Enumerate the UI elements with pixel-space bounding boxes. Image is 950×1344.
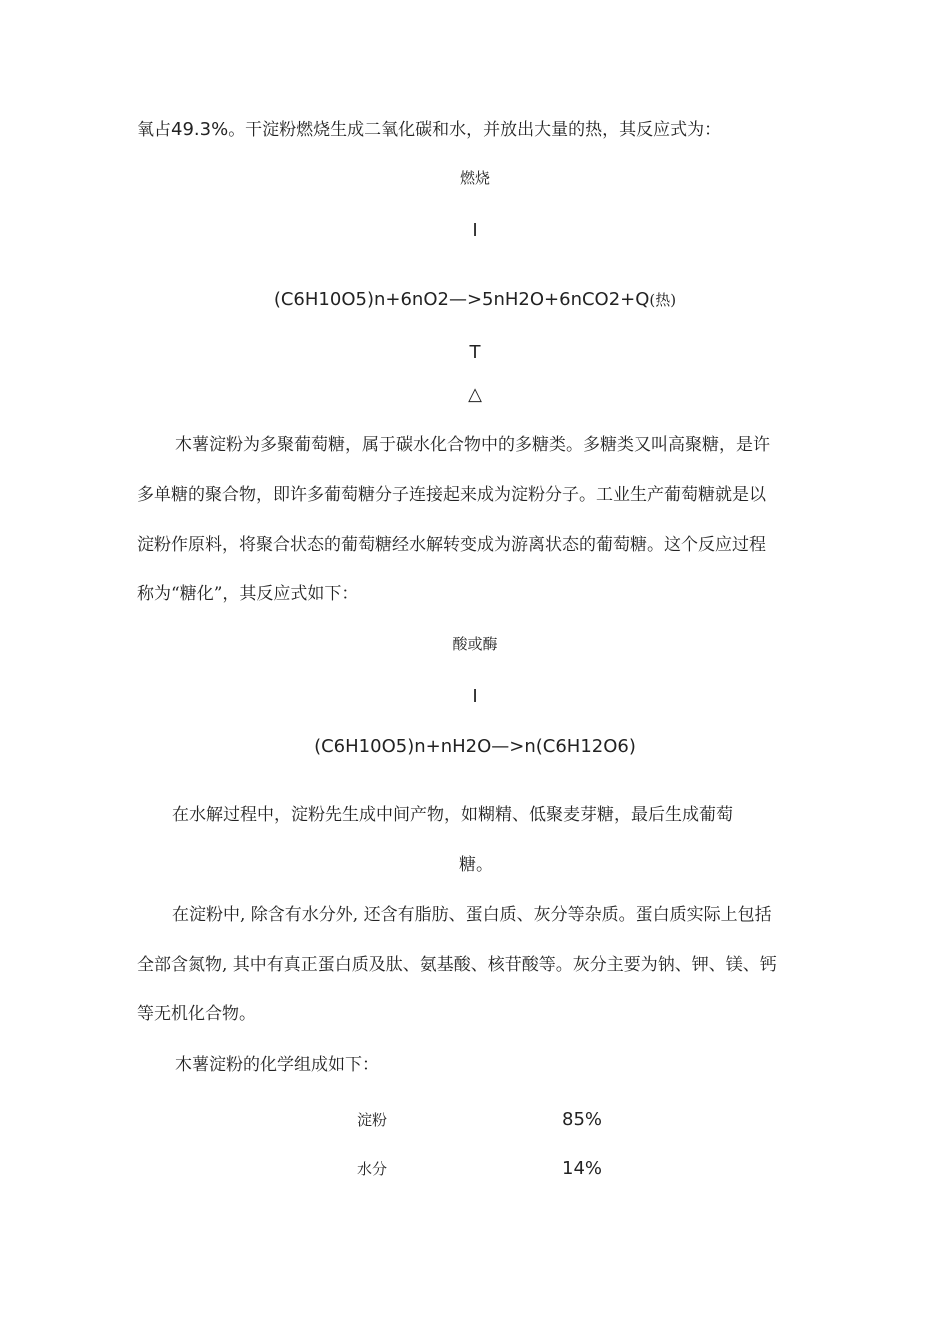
reaction1-equation	[0, 290, 950, 310]
reaction1-marker-bottom: T	[469, 342, 481, 363]
paragraph3-line-1: 在淀粉中, 除含有水分外, 还含有脂肪、蛋白质、灰分等杂质。蛋白质实际上包括	[172, 905, 772, 925]
intro-suffix: 。干淀粉燃烧生成二氧化碳和水，并放出大量的热，其反应式为：	[228, 120, 722, 140]
reaction1-marker-top: I	[472, 220, 478, 241]
paragraph2-line-2: 糖。	[459, 855, 493, 875]
composition-value: 14%	[562, 1158, 603, 1179]
composition-value: 85%	[562, 1109, 603, 1130]
paragraph3-line-2: 全部含氮物, 其中有真正蛋白质及肽、氨基酸、核苷酸等。灰分主要为钠、钾、镁、钙	[137, 955, 777, 975]
intro-percent: 49.3%	[171, 119, 229, 140]
reaction2-marker-top: I	[472, 686, 478, 707]
composition-name: 淀粉	[357, 1111, 388, 1129]
paragraph1-line-2: 多单糖的聚合物，即许多葡萄糖分子连接起来成为淀粉分子。工业生产葡萄糖就是以	[137, 485, 766, 505]
composition-row	[0, 1157, 950, 1181]
reaction1-equation-note: (热)	[649, 291, 677, 309]
reaction2-condition: 酸或酶	[452, 635, 498, 653]
paragraph1-line-1: 木薯淀粉为多聚葡萄糖，属于碳水化合物中的多糖类。多糖类又叫高聚糖，是许	[175, 435, 770, 455]
paragraph1-line-4: 称为“糖化”，其反应式如下：	[137, 584, 359, 604]
intro-prefix: 氧占	[137, 120, 171, 140]
composition-name: 水分	[357, 1160, 388, 1178]
paragraph1-line-3: 淀粉作原料，将聚合状态的葡萄糖经水解转变成为游离状态的葡萄糖。这个反应过程	[137, 535, 766, 555]
paragraph2-line-1: 在水解过程中，淀粉先生成中间产物，如糊精、低聚麦芽糖，最后生成葡萄	[172, 805, 733, 825]
intro-line	[137, 120, 721, 140]
reaction1-condition: 燃烧	[459, 169, 490, 187]
reaction2-equation: (C6H10O5)n+nH2O—>n(C6H12O6)	[314, 736, 636, 757]
reaction1-triangle: △	[468, 384, 482, 405]
paragraph3-line-3: 等无机化合物。	[137, 1004, 256, 1024]
reaction1-equation-main: (C6H10O5)n+6nO2—>5nH2O+6nCO2+Q	[273, 289, 650, 310]
composition-row	[0, 1108, 950, 1132]
composition-heading: 木薯淀粉的化学组成如下：	[175, 1055, 379, 1075]
